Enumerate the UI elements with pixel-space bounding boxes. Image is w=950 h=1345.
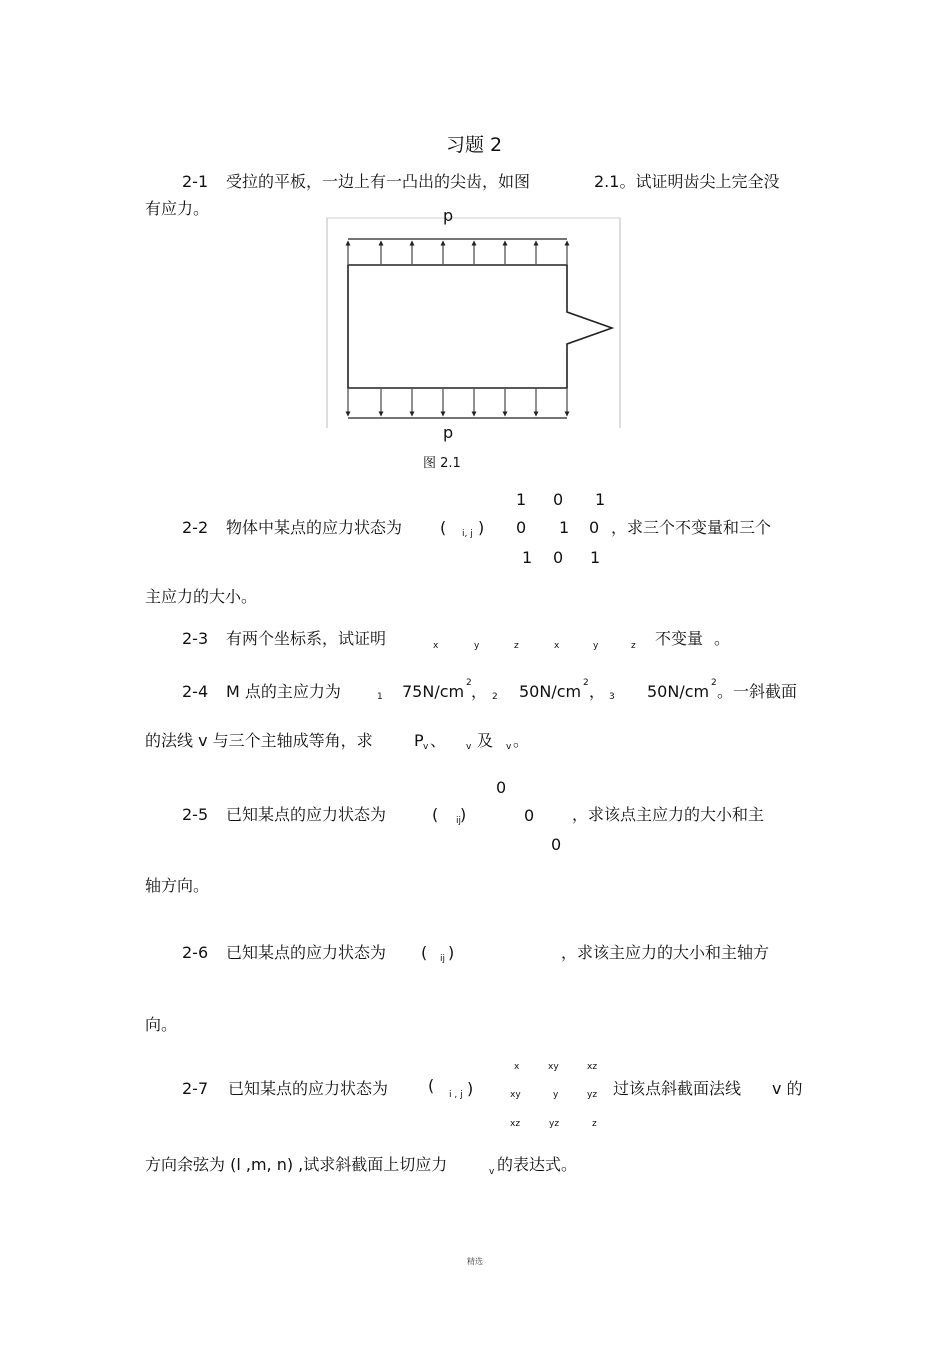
problem-2-4-tail: 。一斜截面 (717, 682, 798, 701)
problem-2-6-line2: 向。 (145, 1015, 178, 1034)
subscript-2-3-e: y (593, 641, 599, 651)
matrix-2-2-r0c2: 1 (595, 490, 606, 509)
subscript-2-3-f: z (631, 641, 636, 651)
problem-number-2-6: 2-6 (182, 943, 209, 962)
problem-2-1-figref: 2.1。试证明齿尖上完全没 (594, 172, 780, 191)
separator-2-4-2: ， (589, 682, 606, 701)
problem-2-1-text: 受拉的平板，一边上有一凸出的尖齿，如图 (226, 172, 531, 191)
problem-2-6-text: 已知某点的应力状态为 (226, 943, 387, 962)
problem-2-7-line2-end: 的表达式。 (497, 1155, 578, 1174)
top-load-arrows (348, 241, 567, 264)
matrix-2-7-r0c0: x (514, 1062, 520, 1072)
problem-2-4-line2: 的法线 v 与三个主轴成等角，求 (145, 731, 373, 750)
plate-diagram (326, 210, 622, 436)
problem-2-7-tail1: 过该点斜截面法线 (613, 1079, 742, 1098)
subscript-2-6: ij (440, 954, 446, 964)
problem-2-2-line2: 主应力的大小。 (145, 587, 258, 606)
problem-number-2-7: 2-7 (182, 1079, 209, 1098)
problem-2-3-tail1: 不变量 (655, 629, 704, 648)
matrix-2-7-r2c1: yz (549, 1119, 560, 1129)
subscript-P-v: v (423, 742, 429, 752)
stress-value-2: 50N/cm (519, 682, 582, 701)
matrix-2-2-r0c1: 0 (553, 490, 564, 509)
paren-open-2-5: ( (432, 805, 439, 824)
load-label-bottom: p (443, 423, 454, 442)
problem-2-1-line2: 有应力。 (145, 199, 210, 218)
problem-2-7-line2: 方向余弦为 (l ,m, n) ,试求斜截面上切应力 (145, 1155, 448, 1174)
paren-close-2-7: ) (467, 1079, 474, 1098)
subscript-2-2: i, j (462, 529, 473, 539)
problem-2-4-text: M 点的主应力为 (226, 682, 341, 701)
period-2-4: 。 (513, 731, 530, 750)
matrix-2-7-r2c0: xz (510, 1119, 521, 1129)
conj-ji: 及 (477, 731, 494, 750)
symbol-P: P (414, 731, 424, 750)
paren-open-2-6: ( (421, 943, 428, 962)
bottom-load-arrows (348, 389, 567, 416)
figure-caption: 图 2.1 (423, 456, 461, 471)
matrix-2-5-r2: 0 (551, 835, 562, 854)
matrix-2-7-r1c0: xy (510, 1090, 521, 1100)
subscript-2-4-3: 3 (609, 692, 615, 702)
problem-2-5-tail: ，求该点主应力的大小和主 (572, 805, 765, 824)
subscript-2-3-a: x (433, 641, 439, 651)
matrix-2-2-r2c1: 0 (553, 548, 564, 567)
problem-number-2-3: 2-3 (182, 629, 209, 648)
superscript-2-4-1: 2 (466, 678, 472, 688)
matrix-2-7-r0c1: xy (548, 1062, 559, 1072)
page-footer: 精选 (467, 1257, 483, 1266)
paren-close-2-2: ) (478, 518, 485, 537)
paren-open-2-2: ( (440, 518, 447, 537)
matrix-2-2-r1c1: 1 (559, 518, 570, 537)
separator-2-4-1: ， (471, 682, 488, 701)
problem-number-2-2: 2-2 (182, 518, 209, 537)
paren-open-2-7: ( (428, 1076, 435, 1095)
problem-2-7-tail2: v 的 (772, 1079, 803, 1098)
problem-2-2-tail: ，求三个不变量和三个 (611, 518, 772, 537)
matrix-2-2-r2c0: 1 (522, 548, 533, 567)
problem-number-2-4: 2-4 (182, 682, 209, 701)
matrix-2-2-r1c2: 0 (589, 518, 600, 537)
subscript-2-7: i , j (449, 1090, 463, 1100)
page-title: 习题 2 (446, 134, 503, 156)
matrix-2-2-r0c0: 1 (516, 490, 527, 509)
enum-comma: 、 (430, 731, 447, 750)
subscript-2-4-v1: v (466, 742, 472, 752)
matrix-2-5-r0: 0 (496, 778, 507, 797)
subscript-2-3-c: z (514, 641, 519, 651)
matrix-2-5-r1: 0 (524, 806, 535, 825)
stress-value-3: 50N/cm (647, 682, 710, 701)
paren-close-2-5: ) (460, 805, 467, 824)
matrix-2-7-r2c2: z (592, 1119, 597, 1129)
problem-number-2-1: 2-1 (182, 172, 209, 191)
problem-2-6-tail: ，求该主应力的大小和主轴方 (561, 943, 770, 962)
plate-outline (348, 265, 612, 388)
problem-number-2-5: 2-5 (182, 805, 209, 824)
problem-2-5-line2: 轴方向。 (145, 876, 210, 895)
subscript-2-7-v: v (489, 1167, 495, 1177)
superscript-2-4-3: 2 (711, 678, 717, 688)
stress-value-1: 75N/cm (402, 682, 465, 701)
problem-2-7-text: 已知某点的应力状态为 (228, 1079, 389, 1098)
figure-2-1 (326, 210, 622, 436)
matrix-2-7-r1c2: yz (587, 1090, 598, 1100)
subscript-2-5: ij (456, 816, 462, 826)
subscript-2-4-v2: v (506, 742, 512, 752)
problem-2-5-text: 已知某点的应力状态为 (226, 805, 387, 824)
problem-2-3-text: 有两个坐标系，试证明 (226, 629, 387, 648)
load-label-top: p (443, 206, 454, 225)
problem-2-3-tail2: 。 (714, 629, 731, 648)
superscript-2-4-2: 2 (583, 678, 589, 688)
problem-2-2-text: 物体中某点的应力状态为 (226, 518, 403, 537)
paren-close-2-6: ) (448, 943, 455, 962)
matrix-2-7-r1c1: y (553, 1090, 559, 1100)
subscript-2-4-2: 2 (492, 692, 498, 702)
matrix-2-7-r0c2: xz (587, 1062, 598, 1072)
matrix-2-2-r1c0: 0 (516, 518, 527, 537)
subscript-2-3-b: y (474, 641, 480, 651)
matrix-2-2-r2c2: 1 (590, 548, 601, 567)
subscript-2-4-1: 1 (377, 692, 383, 702)
subscript-2-3-d: x (554, 641, 560, 651)
